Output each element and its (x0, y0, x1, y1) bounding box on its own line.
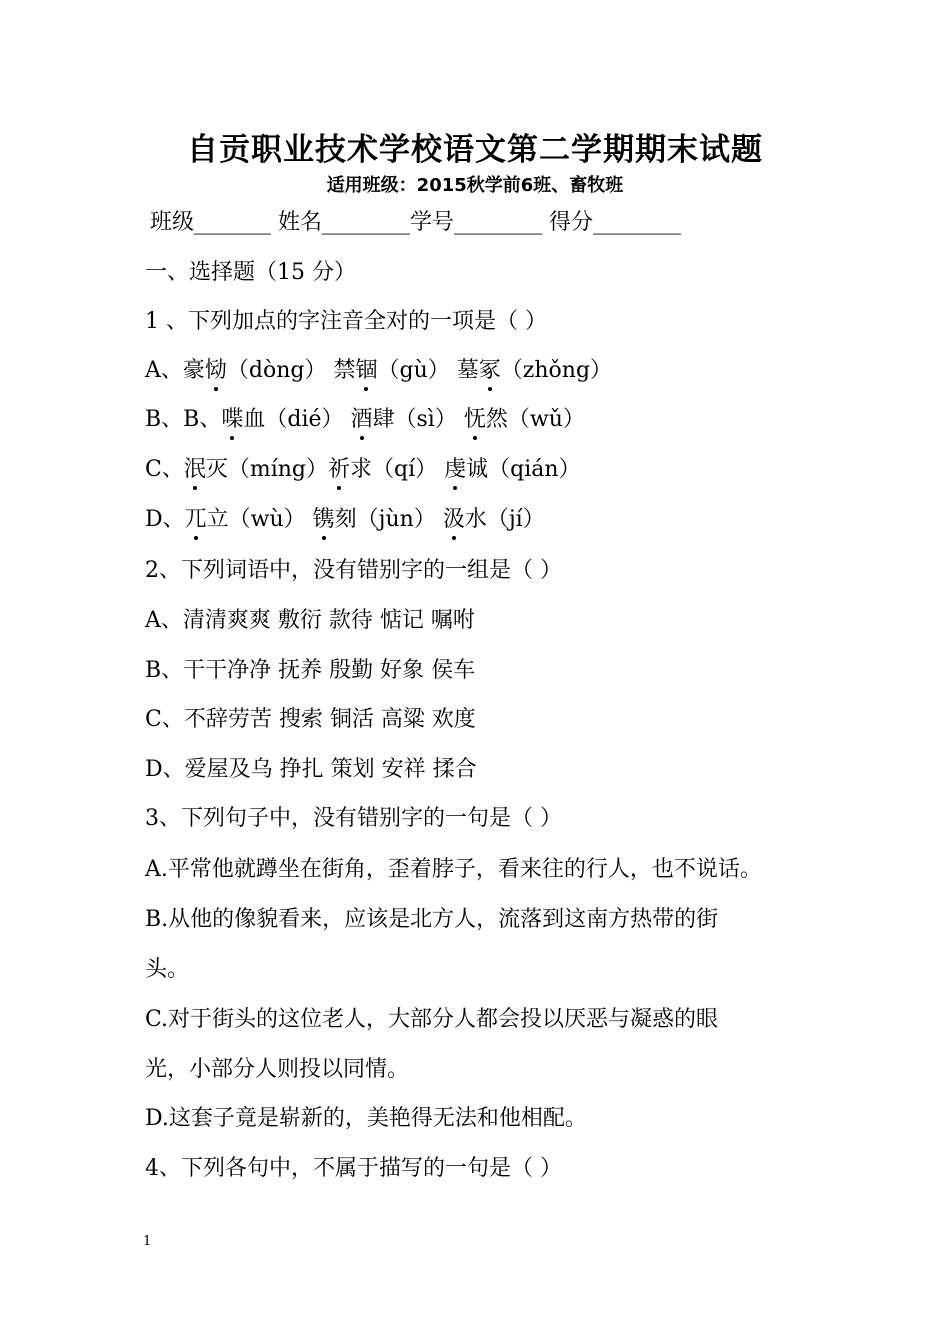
dotted-char: 恸 (205, 356, 227, 386)
q1-option-b (145, 405, 585, 435)
q2-option-c: C、不辞劳苦 搜索 铜活 高粱 欢度 (145, 707, 476, 732)
q2-option-d: D、爱屋及乌 挣扎 策划 安祥 揉合 (145, 757, 477, 782)
option-text: D、 (145, 507, 185, 532)
question-2-stem: 2、下列词语中，没有错别字的一组是（ ） (145, 558, 562, 583)
dotted-char: 冢 (479, 356, 501, 386)
q1-option-c (145, 455, 581, 485)
dotted-char: 汲 (443, 505, 465, 535)
question-4-stem: 4、下列各句中，不属于描写的一句是（ ） (145, 1156, 562, 1181)
option-text: 水（jí） (464, 507, 545, 532)
question-3-stem: 3、下列句子中，没有错别字的一句是（ ） (145, 806, 562, 831)
dotted-char: 喋 (221, 405, 243, 435)
option-text: 诚（qián） (466, 457, 581, 482)
student-info-line: 班级_______ 姓名________学号________ 得分________ (150, 210, 681, 235)
dotted-char: 酒 (351, 405, 373, 435)
option-text: 刻（jùn） (334, 507, 443, 532)
q2-option-b: B、干干净净 抚养 殷勤 好象 侯车 (145, 658, 476, 683)
option-text: 肆（sì） (372, 407, 464, 432)
page-number: 1 (143, 1234, 152, 1249)
q3-option-c-line2: 光，小部分人则投以同情。 (145, 1057, 410, 1082)
q2-option-a: A、清清爽爽 敷衍 款待 惦记 嘱咐 (145, 608, 475, 633)
applicable-classes: 适用班级：2015秋学前6班、畜牧班 (326, 175, 624, 196)
dotted-char: 锢 (355, 356, 377, 386)
q1-option-d (145, 505, 545, 535)
dotted-char: 虔 (444, 455, 466, 485)
exam-title: 自贡职业技术学校语文第二学期期末试题 (187, 132, 763, 168)
q3-option-c-line1: C.对于街头的这位老人，大部分人都会投以厌恶与凝惑的眼 (145, 1007, 719, 1032)
option-text: C、 (145, 457, 184, 482)
option-text: （zhǒng） (500, 358, 613, 383)
option-text: B、B、 (145, 407, 222, 432)
q3-option-b-line2: 头。 (145, 957, 190, 982)
option-text: 然（wǔ） (485, 407, 585, 432)
q3-option-b-line1: B.从他的像貌看来，应该是北方人，流落到这南方热带的街 (145, 907, 719, 932)
option-text: （gù） 墓 (377, 358, 479, 383)
option-text: 灭（míng） (205, 457, 329, 482)
dotted-char: 兀 (185, 505, 207, 535)
dotted-char: 镌 (313, 505, 335, 535)
dotted-char: 泯 (184, 455, 206, 485)
option-text: （dòng） 禁 (226, 358, 356, 383)
dotted-char: 怃 (464, 405, 486, 435)
q1-option-a (145, 356, 612, 386)
option-text: 血（dié） (243, 407, 351, 432)
q3-option-a: A.平常他就蹲坐在街角，歪着脖子，看来往的行人，也不说话。 (145, 857, 762, 882)
option-text: A、豪 (145, 358, 205, 383)
question-1-stem: 1 、下列加点的字注音全对的一项是（ ） (145, 309, 547, 334)
dotted-char: 祈 (328, 455, 350, 485)
option-text: 立（wù） (206, 507, 313, 532)
section-heading: 一、选择题（15 分） (145, 260, 356, 285)
q3-option-d: D.这套子竟是崭新的，美艳得无法和他相配。 (145, 1106, 587, 1131)
option-text: 求（qí） (350, 457, 445, 482)
